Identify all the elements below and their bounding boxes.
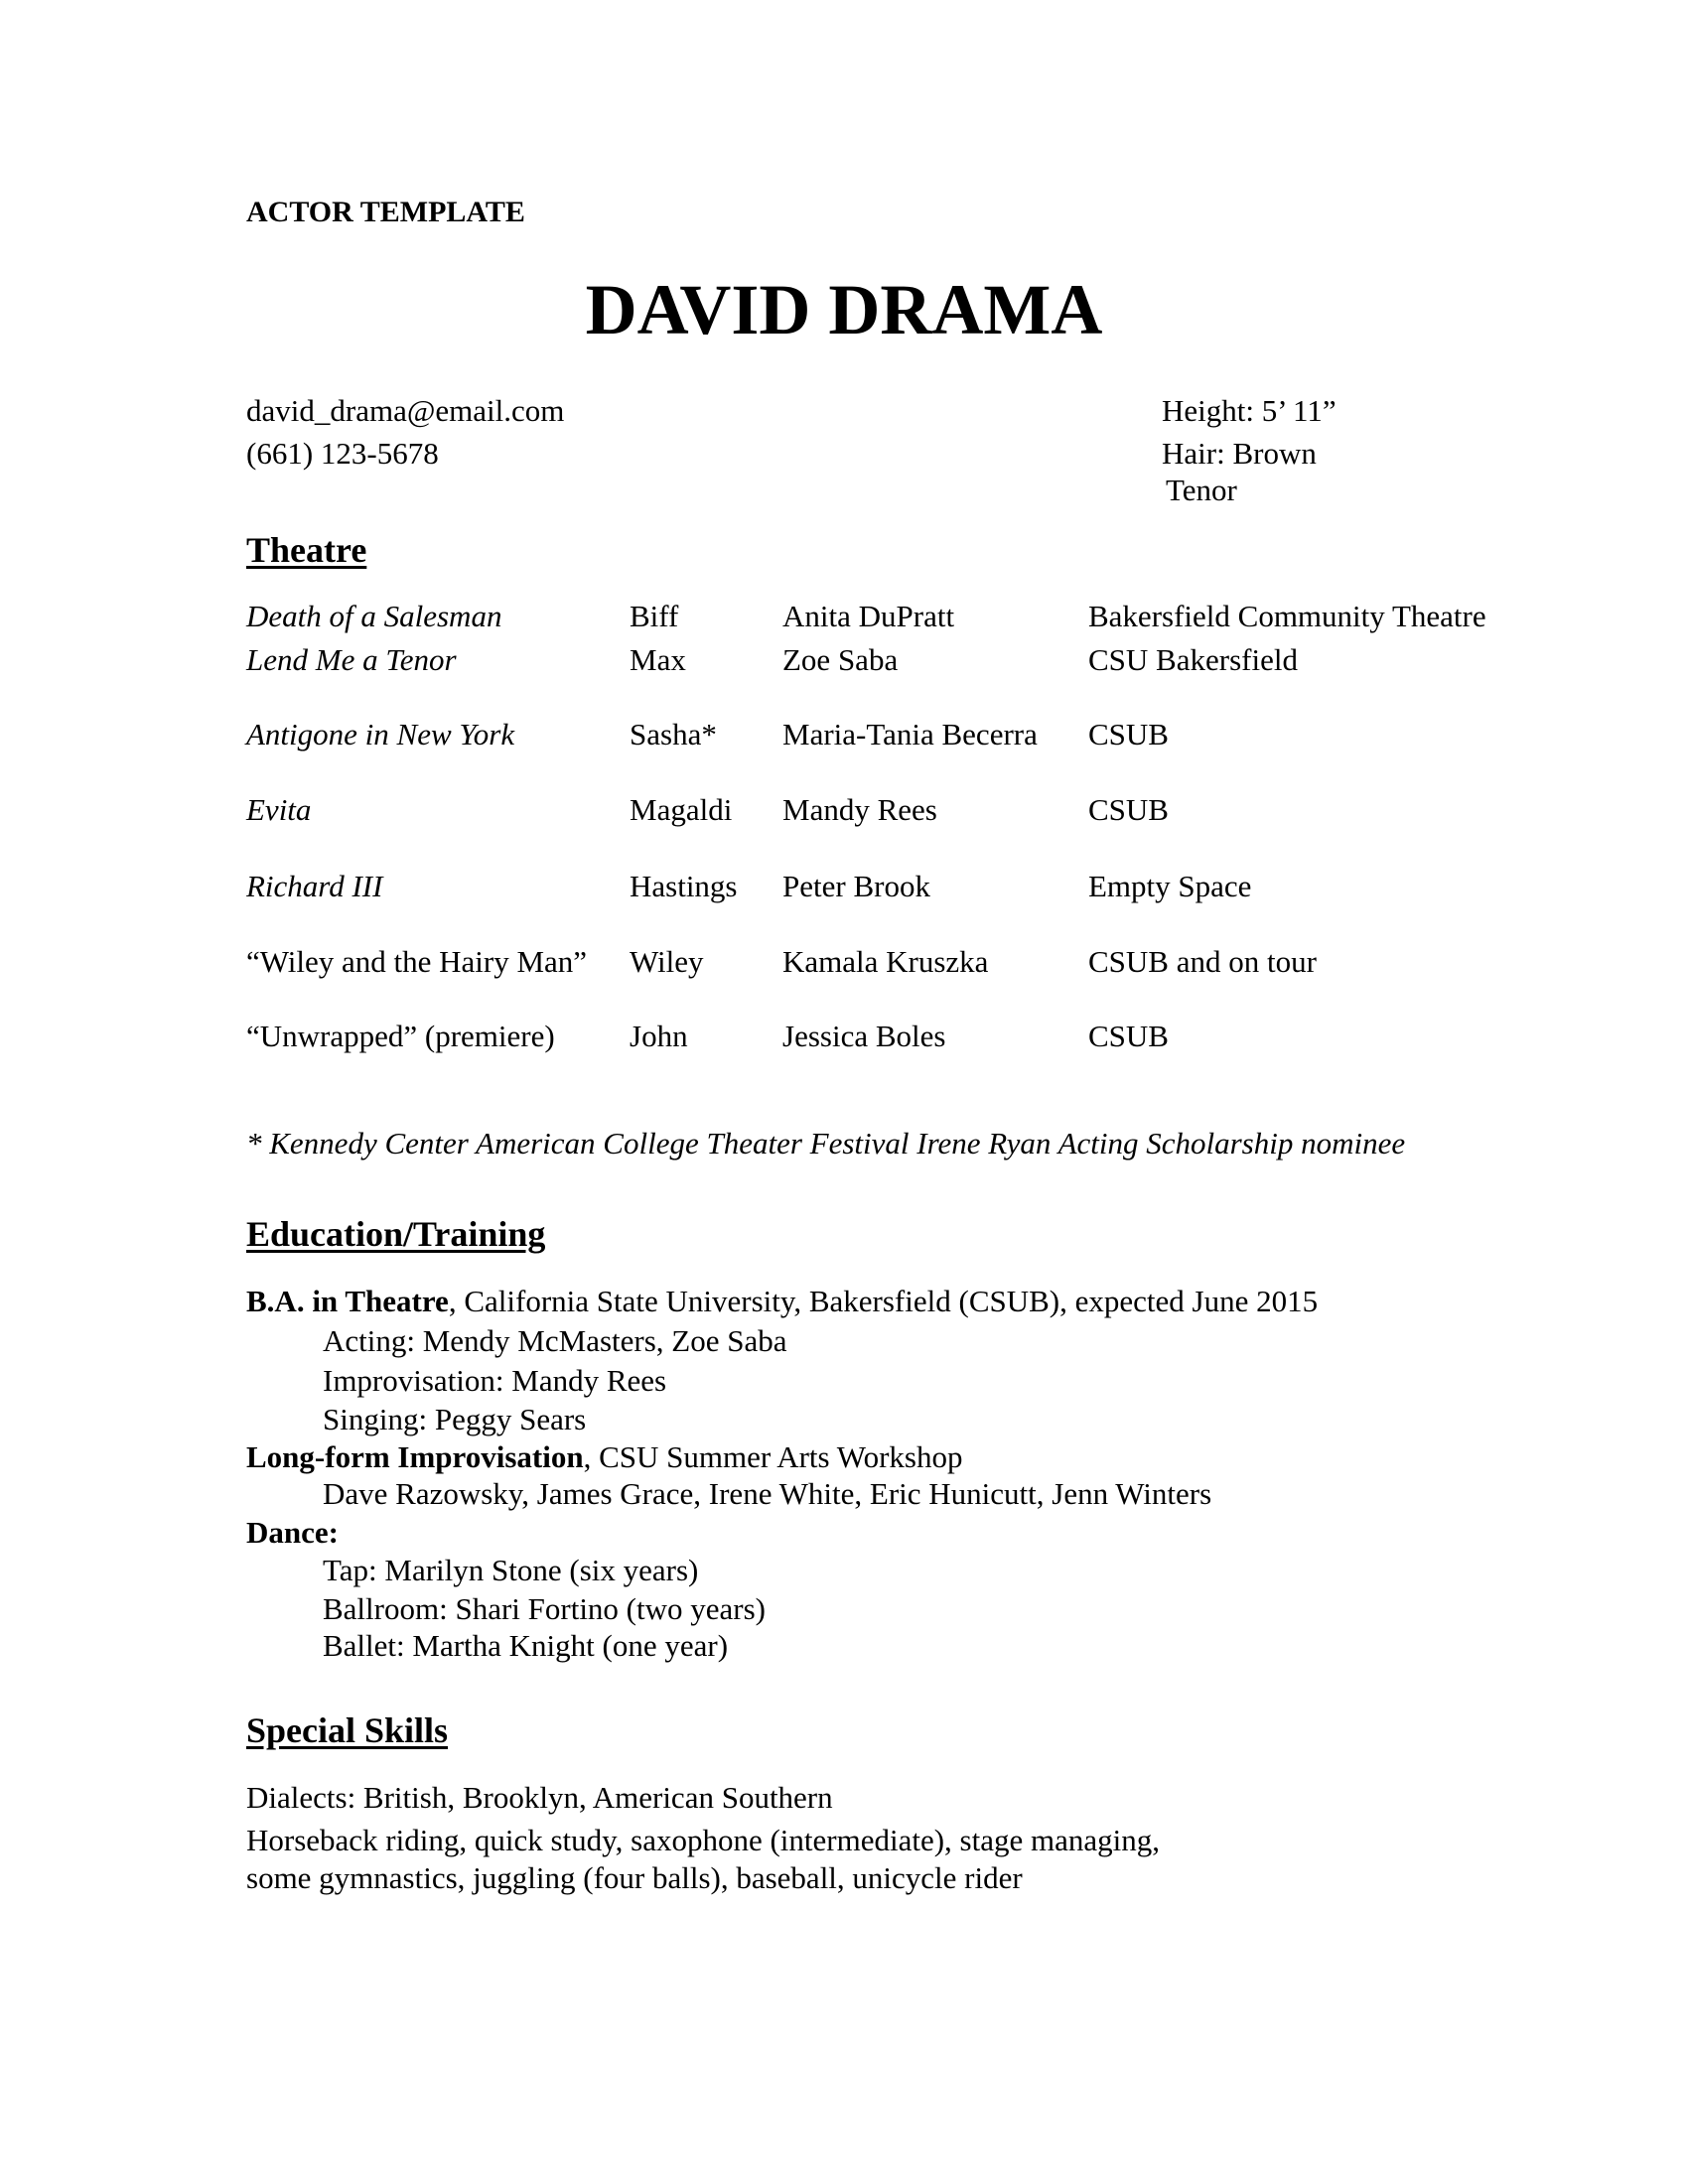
dialects: Dialects: British, Brooklyn, American Southern <box>246 1780 833 1815</box>
role: Magaldi <box>630 792 733 827</box>
email: david_drama@email.com <box>246 393 565 428</box>
role: Wiley <box>630 944 704 979</box>
role: Hastings <box>630 869 738 903</box>
show-title: Evita <box>246 792 312 827</box>
director: Mandy Rees <box>782 792 937 827</box>
theatre-heading: Theatre <box>246 530 367 570</box>
degree-line <box>246 1286 1318 1316</box>
director: Kamala Kruszka <box>782 944 989 979</box>
show-title: Richard III <box>246 869 383 903</box>
degree-title: B.A. in Theatre <box>246 1284 449 1318</box>
dance-item: Tap: Marilyn Stone (six years) <box>323 1553 699 1587</box>
director: Maria-Tania Becerra <box>782 717 1038 751</box>
venue: CSU Bakersfield <box>1088 642 1298 677</box>
dance-item: Ballroom: Shari Fortino (two years) <box>323 1591 766 1626</box>
skills-heading: Special Skills <box>246 1710 449 1750</box>
training-item: Singing: Peggy Sears <box>323 1402 587 1436</box>
phone: (661) 123-5678 <box>246 436 439 471</box>
show-title: Death of a Salesman <box>246 599 502 633</box>
director: Zoe Saba <box>782 642 899 677</box>
director: Jessica Boles <box>782 1019 946 1053</box>
venue: CSUB <box>1088 792 1169 827</box>
training-item: Improvisation: Mandy Rees <box>323 1363 667 1398</box>
venue: CSUB and on tour <box>1088 944 1317 979</box>
show-title: Lend Me a Tenor <box>246 642 457 677</box>
venue: Bakersfield Community Theatre <box>1088 599 1486 633</box>
voice-type: Tenor <box>1166 473 1237 507</box>
venue: CSUB <box>1088 1019 1169 1053</box>
skills-line: Horseback riding, quick study, saxophone (intermediate), stage managing, <box>246 1823 1160 1857</box>
actor-name: DAVID DRAMA <box>585 270 1103 349</box>
skills-line: some gymnastics, juggling (four balls), baseball, unicycle rider <box>246 1860 1023 1895</box>
show-title: Antigone in New York <box>246 717 515 751</box>
show-title: “Unwrapped” (premiere) <box>246 1019 555 1053</box>
degree-detail: , California State University, Bakersfield (CSUB), expected June 2015 <box>448 1284 1319 1318</box>
height-stat: Height: 5’ 11” <box>1162 393 1336 428</box>
workshop-instructors: Dave Razowsky, James Grace, Irene White, Eric Hunicutt, Jenn Winters <box>323 1476 1212 1511</box>
role: Biff <box>630 599 679 633</box>
dance-item: Ballet: Martha Knight (one year) <box>323 1628 729 1663</box>
workshop-line <box>246 1441 962 1472</box>
workshop-title: Long-form Improvisation <box>246 1439 584 1474</box>
education-heading: Education/Training <box>246 1214 546 1254</box>
venue: CSUB <box>1088 717 1169 751</box>
hair-stat: Hair: Brown <box>1162 436 1317 471</box>
template-label: ACTOR TEMPLATE <box>246 196 525 228</box>
role: Max <box>630 642 686 677</box>
dance-title: Dance: <box>246 1515 339 1550</box>
theatre-footnote: * Kennedy Center American College Theater Festival Irene Ryan Acting Scholarship nominee <box>246 1126 1406 1160</box>
director: Anita DuPratt <box>782 599 955 633</box>
role: Sasha* <box>630 717 717 751</box>
workshop-detail: , CSU Summer Arts Workshop <box>583 1439 963 1474</box>
venue: Empty Space <box>1088 869 1252 903</box>
training-item: Acting: Mendy McMasters, Zoe Saba <box>323 1323 787 1358</box>
role: John <box>630 1019 688 1053</box>
show-title: “Wiley and the Hairy Man” <box>246 944 588 979</box>
director: Peter Brook <box>782 869 930 903</box>
